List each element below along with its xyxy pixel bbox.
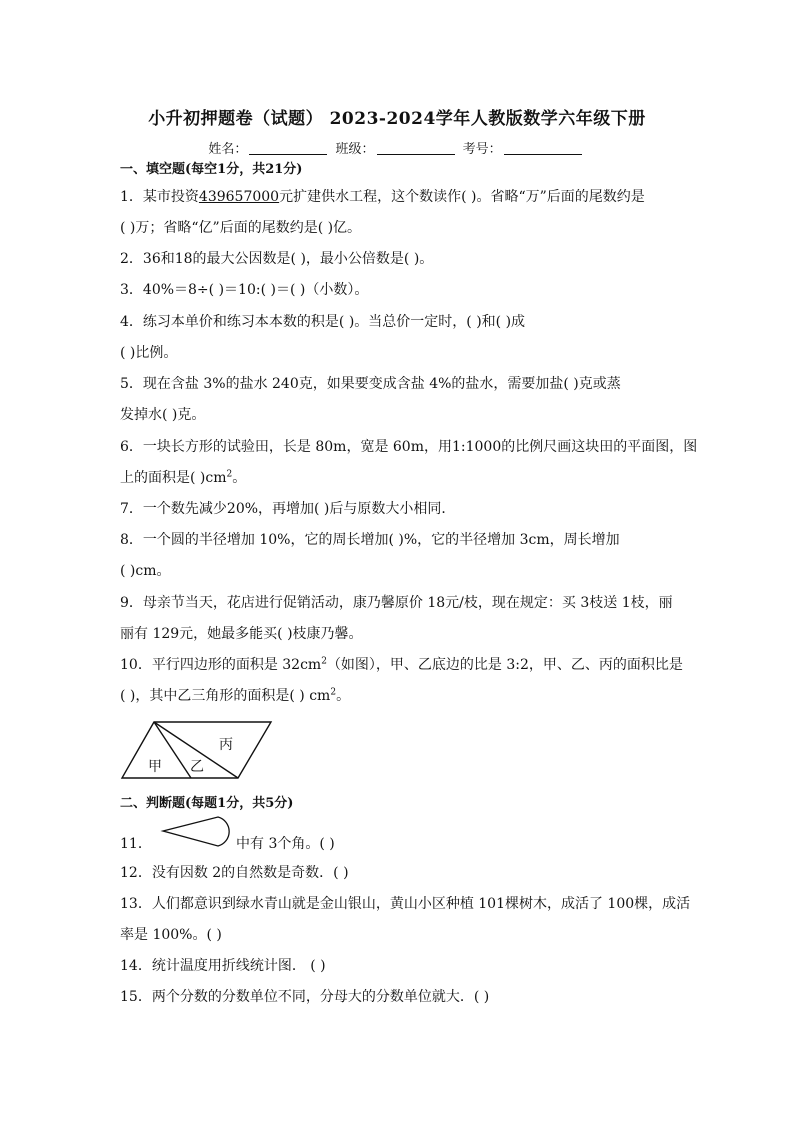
question-13-line-2: 率是 100%。( ) — [120, 927, 222, 943]
question-4-line-2: ( )比例。 — [120, 345, 178, 361]
question-9-line-2: 丽有 129元，她最多能买( )枝康乃馨。 — [120, 626, 363, 642]
question-8-line-1: 8．一个圆的半径增加 10%，它的周长增加( )%，它的半径增加 3cm，周长增加 — [120, 532, 620, 548]
question-8-line-2: ( )cm。 — [120, 563, 171, 579]
question-7: 7．一个数先减少20%，再增加( )后与原数大小相同． — [120, 501, 456, 517]
q1-text-b: 元扩建供水工程，这个数读作( )。省略“万”后面的尾数约是 — [279, 189, 645, 205]
question-13-line-1: 13．人们都意识到绿水青山就是金山银山，黄山小区种植 101棵树木，成活了 100棵，成活 — [120, 896, 691, 912]
q6-text-b: 上的面积是( )cm — [120, 470, 227, 486]
q10-text-a2: （如图），甲、乙底边的比是 3:2，甲、乙、丙的面积比是 — [326, 657, 683, 673]
class-label: 班级： — [335, 142, 375, 157]
section-judge-heading: 二、判断题(每题1分，共5分) — [120, 796, 294, 811]
q10-text-a: 10．平行四边形的面积是 32cm — [120, 657, 322, 673]
question-4-line-1: 4．练习本单价和练习本本数的积是( )。当总价一定时，( )和( )成 — [120, 314, 526, 330]
question-5-line-1: 5．现在含盐 3%的盐水 240克，如果要变成含盐 4%的盐水，需要加盐( )克或蒸 — [120, 376, 621, 392]
question-10-line-2 — [120, 687, 350, 705]
q6-text-c: 。 — [232, 470, 247, 486]
q10-sup-a: 2 — [321, 656, 327, 667]
sector-shape-icon — [160, 813, 234, 851]
number-label: 考号： — [462, 142, 502, 157]
question-9-line-1: 9．母亲节当天，花店进行促销活动，康乃馨原价 18元/枝，现在规定：买 3枝送 1枝，丽 — [120, 595, 673, 611]
number-blank[interactable] — [504, 141, 582, 155]
q1-text-a: 1．某市投资 — [120, 189, 199, 205]
question-15: 15．两个分数的分数单位不同，分母大的分数单位就大．( ) — [120, 989, 490, 1005]
q6-sup: 2 — [226, 469, 233, 480]
q1-number: 439657000 — [198, 189, 280, 205]
question-2: 2．36和18的最大公因数是( )，最小公倍数是( )。 — [120, 251, 434, 267]
page-title: 小升初押题卷（试题） 2023-2024学年人教版数学六年级下册 — [148, 109, 646, 129]
question-14: 14．统计温度用折线统计图． ( ) — [120, 958, 326, 974]
question-10-line-1 — [120, 656, 683, 674]
class-blank[interactable] — [377, 141, 455, 155]
sector-outline — [163, 817, 229, 846]
section-fill-heading: 一、填空题(每空1分，共21分) — [120, 162, 303, 177]
name-label: 姓名： — [208, 142, 248, 157]
question-3: 3．40%＝8÷( )＝10:( )＝( )（小数）。 — [120, 282, 369, 298]
question-5-line-2: 发掉水( )克。 — [120, 407, 206, 423]
question-6-line-1: 6．一块长方形的试验田，长是 80m，宽是 60m，用1:1000的比例尺画这块田的平面图，图 — [120, 439, 698, 455]
question-12: 12．没有因数 2的自然数是奇数．( ) — [120, 865, 349, 881]
q10-text-b: ( )，其中乙三角形的面积是( ) cm — [120, 688, 331, 704]
q10-text-b2: 。 — [336, 688, 351, 704]
q10-sup-b: 2 — [330, 687, 337, 698]
q11-text: 中有 3个角。( ) — [236, 836, 335, 852]
question-11 — [120, 835, 152, 853]
label-jia: 甲 — [148, 759, 162, 775]
label-yi: 乙 — [190, 759, 204, 775]
label-bing: 丙 — [219, 737, 233, 753]
parallelogram-figure — [118, 718, 278, 784]
name-blank[interactable] — [249, 141, 327, 155]
question-1-line-1 — [120, 188, 645, 206]
question-1-line-2: ( )万；省略“亿”后面的尾数约是( )亿。 — [120, 220, 362, 236]
student-info — [0, 138, 794, 157]
q11-number: 11． — [120, 836, 152, 852]
question-6-line-2 — [120, 469, 246, 487]
